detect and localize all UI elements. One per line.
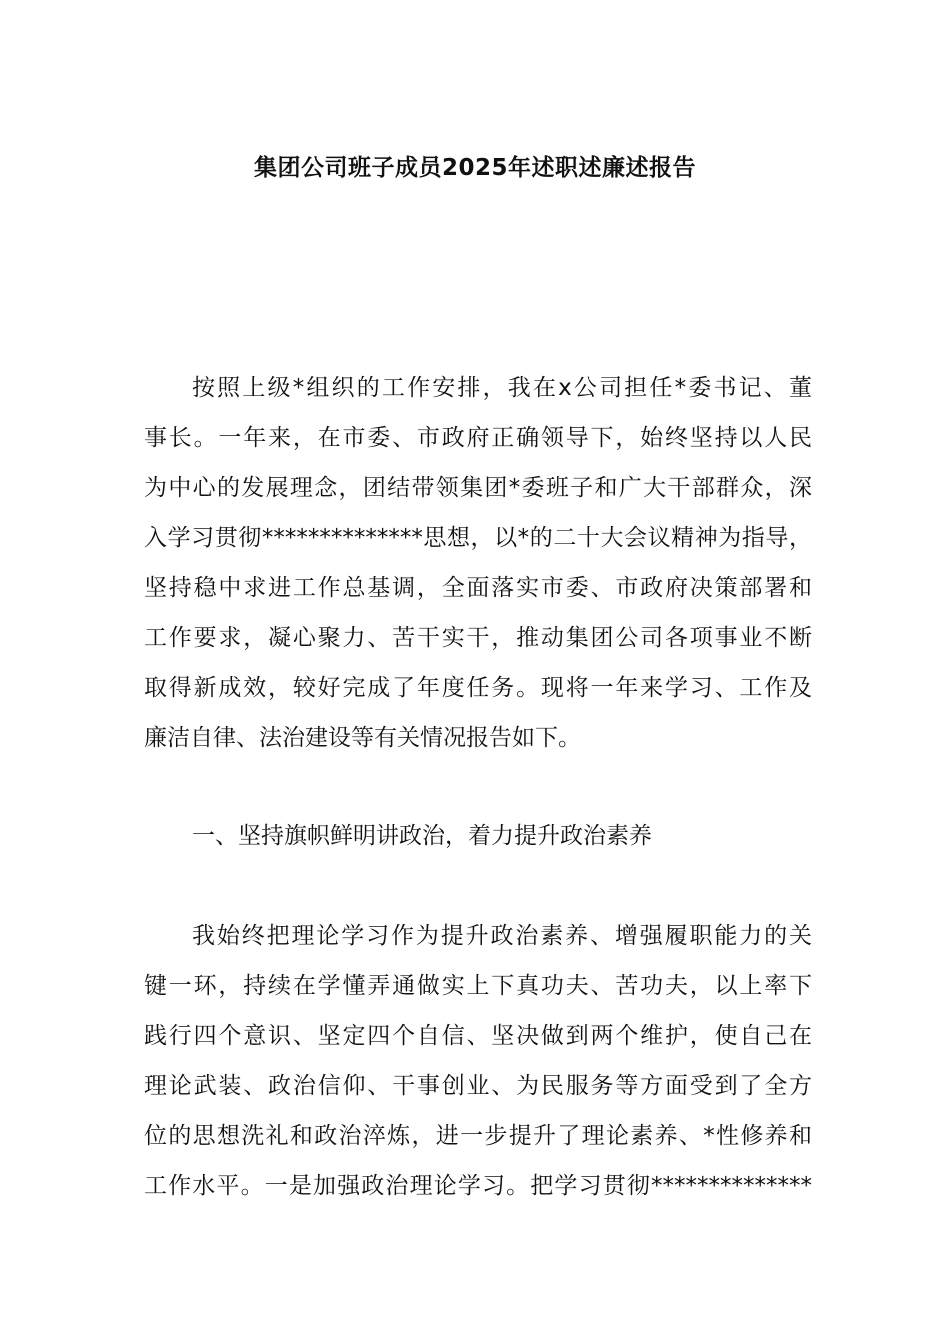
paragraph-section-1 [144,911,812,1211]
paragraph-line: 理论武装、政治信仰、干事创业、为民服务等方面受到了全方 [144,1073,812,1099]
paragraph-line: 为中心的发展理念，团结带领集团*委班子和广大干部群众，深 [144,475,812,501]
paragraph-line: 键一环，持续在学懂弄通做实上下真功夫、苦功夫，以上率下 [144,973,812,999]
paragraph-line: 按照上级*组织的工作安排，我在x公司担任*委书记、董 [192,375,812,401]
paragraph-line: 入学习贯彻**************思想，以*的二十大会议精神为指导， [144,525,812,551]
paragraph-line: 我始终把理论学习作为提升政治素养、增强履职能力的关 [192,923,812,949]
paragraph-line: 践行四个意识、坚定四个自信、坚决做到两个维护，使自己在 [144,1023,812,1049]
paragraph-line: 坚持稳中求进工作总基调，全面落实市委、市政府决策部署和 [144,575,812,601]
section-heading-text: 一、坚持旗帜鲜明讲政治，着力提升政治素养 [192,823,652,849]
section-heading [144,811,812,861]
paragraph-line: 工作水平。一是加强政治理论学习。把学习贯彻************** [144,1173,812,1199]
paragraph-line: 事长。一年来，在市委、市政府正确领导下，始终坚持以人民 [144,425,812,451]
paragraph-line: 取得新成效，较好完成了年度任务。现将一年来学习、工作及 [144,675,812,701]
paragraph-line: 位的思想洗礼和政治淬炼，进一步提升了理论素养、*性修养和 [144,1123,812,1149]
paragraph-intro [144,363,812,763]
paragraph-line: 廉洁自律、法治建设等有关情况报告如下。 [144,725,581,751]
document-title: 集团公司班子成员2025年述职述廉述报告 [253,155,696,181]
paragraph-line: 工作要求，凝心聚力、苦干实干，推动集团公司各项事业不断 [144,625,812,651]
